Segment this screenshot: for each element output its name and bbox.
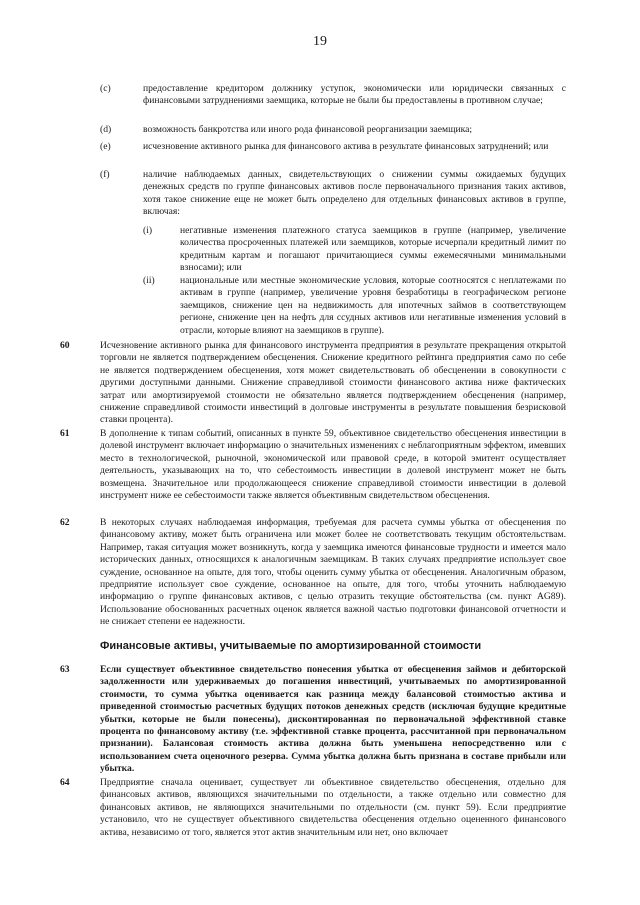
- item-text-e: исчезновение активного рынка для финансового актива в результате финансовых затруднений; или: [143, 141, 549, 152]
- item-text-d: возможность банкротства или иного рода финансовой реорганизации заемщика;: [143, 124, 473, 135]
- item-text-c: предоставление кредитором должнику уступок, экономически или юридически связанных с финансовыми затруднениями заемщика, которые не были бы предоставлены в противном случае;: [143, 83, 566, 107]
- paragraph-62: В некоторых случаях наблюдаемая информация, требуемая для расчета суммы убытка от обесценения по финансовому активу, может быть ограничена или может более не соответствовать текущим обстоятельствам. Например, такая ситуация может возникнуть, когда у заемщика имеются финансовые трудности и имеется мало исторических данных, относящихся к аналогичным заемщикам. В таких случаях предприятие использует свое суждение, основанное на опыте, для того, чтобы оценить сумму убытка от обесценения. Аналогичным образом, предприятие использует свое суждение, основанное на опыте, для того, чтобы уточнить наблюдаемую информацию о группе финансовых активов, с целью отразить текущие обстоятельства (см. пункт AG89). Использование обоснованных расчетных оценок является важной частью подготовки финансовой отчетности и не снижает степени ее надежности.: [100, 517, 566, 628]
- paragraph-63: Если существует объективное свидетельство понесения убытка от обесценения займов и дебиторской задолженности или удерживаемых до погашения инвестиций, учитываемых по амортизированной стоимости, то сумма убытка оценивается как разница между балансовой стоимостью актива и приведенной стоимостью расчетных будущих потоков денежных средств (исключая будущие кредитные убытки, которые не были понесены), дисконтированная по первоначальной эффективной ставке процента по финансовому активу (т.е. эффективной ставке процента, рассчитанной при первоначальном признании). Балансовая стоимость актива должна быть уменьшена непосредственно или с использованием счета оценочного резерва. Сумма убытка должна быть признана в составе прибыли или убытка.: [100, 664, 566, 775]
- paragraph-number-62: 62: [60, 517, 70, 528]
- item-label-c: (c): [100, 83, 111, 94]
- subitem-label-ii: (ii): [143, 275, 155, 286]
- subitem-label-i: (i): [143, 225, 153, 236]
- item-label-d: (d): [100, 124, 112, 135]
- item-text-f: наличие наблюдаемых данных, свидетельствующих о снижении суммы ожидаемых будущих денежных средств по группе финансовых активов после первоначального признания таких активов, хотя такое снижение еще не может быть определено для отдельных финансовых активов в группе, включая:: [143, 169, 566, 218]
- paragraph-number-64: 64: [60, 777, 70, 788]
- paragraph-number-63: 63: [60, 664, 70, 675]
- paragraph-60: Исчезновение активного рынка для финансового инструмента предприятия в результате прекращения открытой торговли не является подтверждением обесценения. Снижение кредитного рейтинга предприятия само по себе не является подтверждением обесценения, хотя может свидетельствовать об обесценении в совокупности с другими доступными данными. Снижение справедливой стоимости финансового актива ниже фактических затрат или амортизируемой стоимости не обязательно является подтверждением обесценения (например, снижение справедливой стоимости инвестиций в долговые инструменты в результате повышения безрисковой ставки процента).: [100, 340, 566, 426]
- item-label-f: (f): [100, 169, 110, 180]
- subitem-text-i: негативные изменения платежного статуса заемщиков в группе (например, увеличение количества просроченных платежей или заемщиков, которые исчерпали кредитный лимит по кредитным картам и погашают причитающиеся суммы ежемесячными минимальными взносами); или: [180, 225, 566, 274]
- section-heading: Финансовые активы, учитываемые по амортизированной стоимости: [100, 640, 482, 652]
- subitem-text-ii: национальные или местные экономические условия, которые соотносятся с неплатежами по активам в группе (например, увеличение уровня безработицы в географическом регионе заемщиков, снижение цен на недвижимость для ипотечных займов в соответствующем регионе, снижение цен на нефть для ссудных активов или негативные изменения условий в отрасли, которые влияют на заемщиков в группе).: [180, 275, 566, 336]
- page-number: 19: [313, 34, 327, 49]
- item-label-e: (e): [100, 141, 111, 152]
- paragraph-number-60: 60: [60, 340, 70, 351]
- paragraph-64: Предприятие сначала оценивает, существует ли объективное свидетельство обесценения, отдельно для финансовых активов, являющихся значительными по отдельности, а также отдельно или совместно для финансовых активов, не являющихся значительными по отдельности (см. пункт 59). Если предприятие установило, что не существует объективного свидетельства обесценения отдельно оцененного финансового актива, независимо от того, является этот актив значительным или нет, оно включает: [100, 777, 566, 838]
- paragraph-number-61: 61: [60, 428, 70, 439]
- paragraph-61: В дополнение к типам событий, описанных в пункте 59, объективное свидетельство обесценения инвестиции в долевой инструмент включает информацию о значительных изменениях с неблагоприятным эффектом, имевших место в технологической, рыночной, экономической или правовой среде, в которой эмитент осуществляет деятельность, указывающих на то, что себестоимость инвестиции в долевой инструмент может не быть возмещена. Значительное или продолжающееся снижение справедливой стоимости инвестиции в долевой инструмент ниже ее себестоимости также является объективным свидетельством обесценения.: [100, 428, 566, 502]
